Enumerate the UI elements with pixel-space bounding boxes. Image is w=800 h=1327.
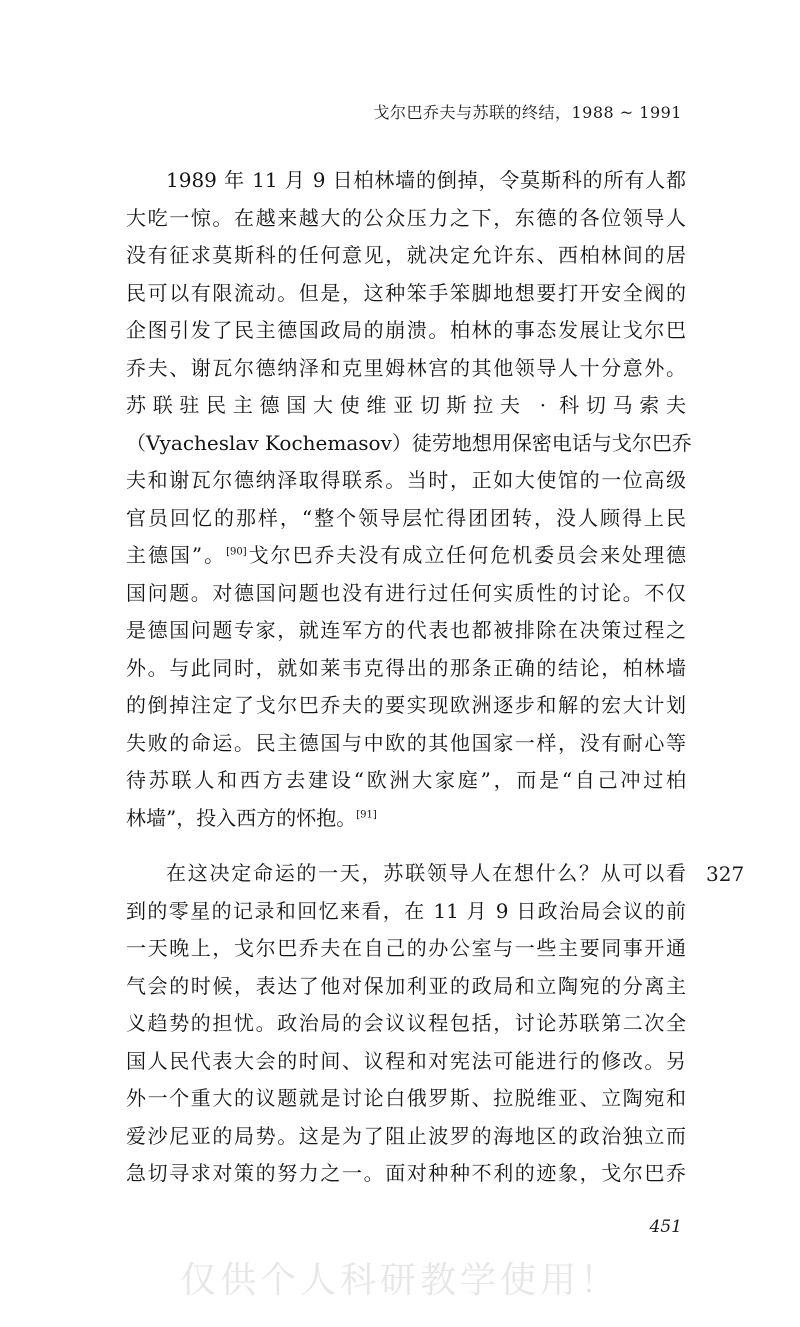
text-line: 乔夫、谢瓦尔德纳泽和克里姆林宫的其他领导人十分意外。 (126, 355, 686, 380)
text-line: 外一个重大的议题就是讨论白俄罗斯、拉脱维亚、立陶宛和 (126, 1086, 686, 1110)
text-line: 国人民代表大会的时间、议程和对宪法可能进行的修改。另 (126, 1048, 686, 1073)
text-line: 爱沙尼亚的局势。这是为了阻止波罗的海地区的政治独立而 (126, 1123, 686, 1148)
running-header: 戈尔巴乔夫与苏联的终结，1988 ~ 1991 (373, 103, 682, 122)
text-line: 待苏联人和西方去建设“欧洲大家庭”，而是“自己冲过柏 (126, 768, 686, 792)
page-number: 451 (649, 1217, 682, 1237)
text-line: 急切寻求对策的努力之一。面对种种不利的迹象，戈尔巴乔 (126, 1161, 686, 1185)
text-line: 气会的时候，表达了他对保加利亚的政局和立陶宛的分离主 (126, 973, 686, 998)
text-line: 苏联驻民主德国大使维亚切斯拉夫 · 科切马索夫 (126, 393, 686, 417)
paragraph-2 (126, 855, 686, 1193)
text-segment: 戈尔巴乔夫没有成立任何危机委员会来处理德 (246, 543, 686, 567)
text-line: 没有征求莫斯科的任何意见，就决定允许东、西柏林间的居 (126, 243, 686, 267)
text-line: 企图引发了民主德国政局的崩溃。柏林的事态发展让戈尔巴 (126, 318, 686, 342)
text-line: 在这决定命运的一天，苏联领导人在想什么？从可以看 (166, 861, 686, 885)
text-line: 到的零星的记录和回忆来看，在 11 月 9 日政治局会议的前 (126, 898, 686, 923)
text-line: （Vyacheslav Kochemasov）徒劳地想用保密电话与戈尔巴乔 (126, 430, 692, 455)
footnote-ref-91[interactable]: [91] (356, 808, 377, 820)
watermark: 仅供个人科研教学使用！ (179, 1260, 620, 1301)
text-line: 义趋势的担忧。政治局的会议议程包括，讨论苏联第二次全 (126, 1011, 686, 1035)
original-page-number: 327 (706, 862, 745, 886)
text-segment: 林墙”，投入西方的怀抱。 (126, 805, 357, 830)
text-line: 国问题。对德国问题也没有进行过任何实质性的讨论。不仅 (126, 580, 686, 605)
text-line: 民可以有限流动。但是，这种笨手笨脚地想要打开安全阀的 (126, 280, 686, 305)
text-line: 夫和谢瓦尔德纳泽取得联系。当时，正如大使馆的一位高级 (126, 468, 686, 492)
text-line: 的倒掉注定了戈尔巴乔夫的要实现欧洲逐步和解的宏大计划 (126, 693, 686, 717)
text-line: 官员回忆的那样，“整个领导层忙得团团转，没人顾得上民 (126, 505, 686, 530)
paragraph-1 (126, 162, 692, 837)
text-line: 一天晚上，戈尔巴乔夫在自己的办公室与一些主要同事开通 (126, 936, 686, 960)
text-segment: 主德国”。 (126, 543, 227, 567)
text-line: 外。与此同时，就如莱韦克得出的那条正确的结论，柏林墙 (126, 655, 686, 680)
text-line: 大吃一惊。在越来越大的公众压力之下，东德的各位领导人 (126, 205, 686, 230)
footnote-ref-90[interactable]: [90] (226, 546, 247, 558)
text-line: 失败的命运。民主德国与中欧的其他国家一样，没有耐心等 (126, 730, 686, 755)
text-line (126, 537, 686, 575)
text-line: 是德国问题专家，就连军方的代表也都被排除在决策过程之 (126, 618, 686, 642)
text-line: 1989 年 11 月 9 日柏林墙的倒掉，令莫斯科的所有人都 (166, 168, 686, 192)
text-line (126, 800, 686, 838)
